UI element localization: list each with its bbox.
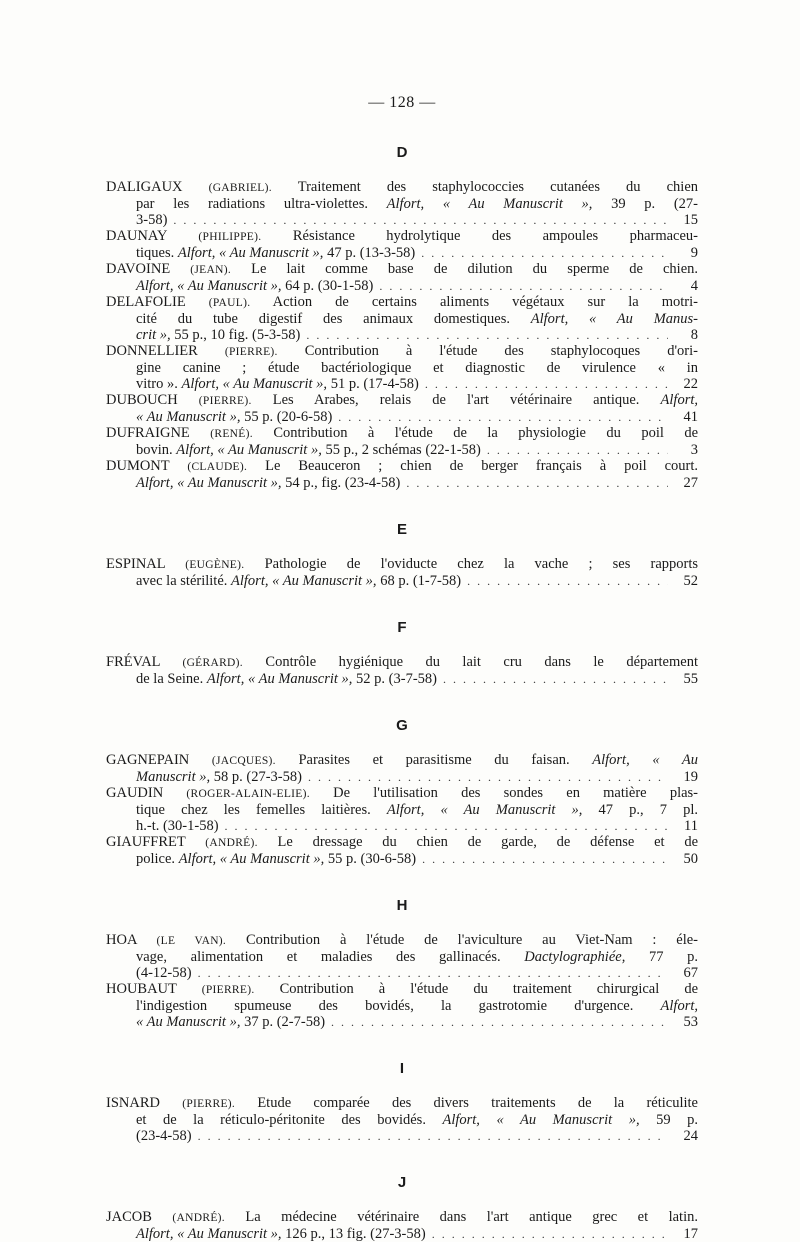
entry-line (106, 360, 698, 376)
list-item (106, 343, 698, 392)
list-item (106, 179, 698, 228)
entry-line (106, 392, 698, 409)
entry-text: HOUBAUT (PIERRE). Contribution à l'étude du traitement chirurgical de (106, 981, 699, 997)
author-given-name: (PIERRE). (201, 984, 255, 996)
entry-line (106, 475, 698, 491)
author-surname: ESPINAL (106, 556, 186, 572)
author-surname: DAVOINE (106, 261, 191, 277)
dot-leader (406, 475, 668, 491)
entry-text: avec la stérilité. Alfort, « Au Manuscrit », 68 p. (1-7-58) (136, 573, 462, 589)
list-item (106, 261, 698, 294)
author-surname: DELAFOLIE (106, 294, 209, 310)
list-item (106, 654, 698, 687)
entry-line (106, 327, 698, 343)
entry-line (106, 949, 698, 965)
entry-text: ISNARD (PIERRE). Etude comparée des divers traitements de la réticulite (106, 1095, 698, 1111)
entry-line (106, 343, 698, 360)
entry-text: « Au Manuscrit », 37 p. (2-7-58) (136, 1014, 326, 1030)
catalog-page (106, 94, 698, 1242)
dot-leader (308, 769, 668, 785)
author-given-name: (JACQUES). (211, 755, 276, 767)
list-item (106, 834, 698, 867)
section-d (106, 144, 698, 491)
dot-leader (467, 573, 668, 589)
author-surname: DAUNAY (106, 228, 199, 244)
entry-line (106, 573, 698, 589)
entry-number: 41 (683, 409, 698, 425)
entry-text: DUBOUCH (PIERRE). Les Arabes, relais de l'art vétérinaire antique. Alfort, (106, 392, 698, 408)
entry-line (106, 228, 698, 245)
entry-text: DUFRAIGNE (RENÉ). Contribution à l'étude de la physiologie du poil de (106, 425, 699, 441)
author-given-name: (GABRIEL). (208, 182, 272, 194)
entry-number: 52 (683, 573, 698, 589)
entry-line (106, 965, 698, 981)
entry-line (106, 818, 698, 834)
entry-text: DAUNAY (PHILIPPE). Résistance hydrolytique des ampoules pharmaceu- (106, 228, 699, 244)
author-surname: HOUBAUT (106, 981, 202, 997)
entry-line (106, 409, 698, 425)
author-surname: GIAUFFRET (106, 834, 206, 850)
author-surname: DALIGAUX (106, 179, 209, 195)
author-surname: GAUDIN (106, 785, 187, 801)
section-g (106, 717, 698, 867)
author-surname: HOA (106, 932, 157, 948)
entry-text: bovin. Alfort, « Au Manuscrit », 55 p., 2 schémas (22-1-58) (136, 442, 481, 458)
list-item (106, 981, 698, 1030)
entry-line (106, 932, 698, 949)
author-surname: FRÉVAL (106, 654, 183, 670)
section-letter: F (397, 619, 407, 636)
list-item (106, 556, 698, 589)
author-surname: DUMONT (106, 458, 188, 474)
entry-line (106, 802, 698, 818)
entry-line (106, 294, 698, 311)
author-given-name: (RENÉ). (210, 428, 253, 440)
dot-leader (487, 442, 668, 458)
author-surname: DONNELLIER (106, 343, 225, 359)
entry-line (106, 851, 698, 867)
entry-line (106, 785, 698, 802)
section-f (106, 619, 698, 687)
entry-line (106, 654, 698, 671)
entry-line (106, 769, 698, 785)
author-given-name: (ANDRÉ). (172, 1212, 225, 1224)
entry-text: JACOB (ANDRÉ). La médecine vétérinaire dans l'art antique grec et latin. (106, 1209, 698, 1225)
entry-text: GIAUFFRET (ANDRÉ). Le dressage du chien de garde, de défense et de (106, 834, 698, 850)
entry-number: 17 (683, 1226, 698, 1242)
entry-text: GAUDIN (ROGER-ALAIN-ELIE). De l'utilisation des sondes en matière plas- (106, 785, 699, 801)
dot-leader (198, 965, 668, 981)
entry-text: de la Seine. Alfort, « Au Manuscrit », 52 p. (3-7-58) (136, 671, 437, 687)
entry-text: tique chez les femelles laitières. Alfort, « Au Manuscrit », 47 p., 7 pl. (136, 802, 699, 818)
entry-line (106, 998, 698, 1014)
entry-text: HOA (LE VAN). Contribution à l'étude de l'aviculture au Viet-Nam : éle- (106, 932, 698, 948)
entry-number: 4 (690, 278, 698, 294)
entry-line (106, 261, 698, 278)
list-item (106, 932, 698, 981)
author-given-name: (PIERRE). (224, 346, 278, 358)
list-item (106, 425, 698, 458)
section-i (106, 1060, 698, 1144)
dot-leader (425, 376, 668, 392)
dot-leader (331, 1014, 668, 1030)
entry-text: police. Alfort, « Au Manuscrit », 55 p. (30-6-58) (136, 851, 417, 867)
entry-number: 8 (690, 327, 698, 343)
entry-text: « Au Manuscrit », 55 p. (20-6-58) (136, 409, 333, 425)
section-letter: G (396, 717, 408, 734)
entry-text: DAVOINE (JEAN). Le lait comme base de dilution du sperme de chien. (106, 261, 699, 277)
author-given-name: (PIERRE). (182, 1098, 236, 1110)
author-given-name: (JEAN). (190, 264, 232, 276)
entry-text: Alfort, « Au Manuscrit », 126 p., 13 fig. (27-3-58) (136, 1226, 426, 1242)
entry-number: 24 (683, 1128, 698, 1144)
entry-text: Alfort, « Au Manuscrit », 64 p. (30-1-58) (136, 278, 374, 294)
entry-line (106, 179, 698, 196)
list-item (106, 228, 698, 261)
list-item (106, 458, 698, 491)
entry-number: 15 (683, 212, 698, 228)
list-item (106, 294, 698, 343)
entry-line (106, 212, 698, 228)
entry-number: 3 (690, 442, 698, 458)
section-letter: H (396, 897, 408, 914)
entry-number: 19 (683, 769, 698, 785)
sections (106, 144, 698, 1242)
entry-text: (4-12-58) (136, 965, 192, 981)
entry-number: 50 (683, 851, 698, 867)
entry-line (106, 425, 698, 442)
entry-line (106, 981, 698, 998)
entry-line (106, 458, 698, 475)
entry-number: 22 (683, 376, 698, 392)
entry-text: vitro ». Alfort, « Au Manuscrit », 51 p. (17-4-58) (136, 376, 419, 392)
list-item (106, 785, 698, 834)
author-given-name: (PHILIPPE). (198, 231, 262, 243)
author-surname: DUBOUCH (106, 392, 199, 408)
list-item (106, 1209, 698, 1242)
entry-line (106, 1128, 698, 1144)
entry-line (106, 376, 698, 392)
author-surname: GAGNEPAIN (106, 752, 212, 768)
dot-leader (338, 409, 668, 425)
entry-line (106, 752, 698, 769)
dot-leader (225, 818, 668, 834)
author-given-name: (PIERRE). (198, 395, 252, 407)
entry-number: 9 (690, 245, 698, 261)
entry-text: DELAFOLIE (PAUL). Action de certains aliments végétaux sur la motri- (106, 294, 698, 310)
section-e (106, 521, 698, 589)
dot-leader (421, 245, 668, 261)
entry-text: DUMONT (CLAUDE). Le Beauceron ; chien de berger français à poil court. (106, 458, 699, 474)
entry-number: 11 (684, 818, 698, 834)
entry-line (106, 311, 698, 327)
entry-text: Manuscrit », 58 p. (27-3-58) (136, 769, 302, 785)
entry-text: h.-t. (30-1-58) (136, 818, 219, 834)
list-item (106, 1095, 698, 1144)
entry-text: gine canine ; étude bactériologique et diagnostic de virulence « in (136, 360, 698, 376)
author-given-name: (GÉRARD). (182, 657, 243, 669)
section-letter: J (397, 1174, 407, 1191)
entry-text: ESPINAL (EUGÈNE). Pathologie de l'oviducte chez la vache ; ses rapports (106, 556, 699, 572)
entry-text: vage, alimentation et maladies des gallinacés. Dactylographiée, 77 p. (136, 949, 699, 965)
dot-leader (432, 1226, 668, 1242)
entry-line (106, 1226, 698, 1242)
entry-line (106, 196, 698, 212)
author-given-name: (ROGER-ALAIN-ELIE). (186, 788, 310, 800)
entry-line (106, 671, 698, 687)
entry-line (106, 1095, 698, 1112)
entry-text: DALIGAUX (GABRIEL). Traitement des staphylococcies cutanées du chien (106, 179, 698, 195)
entry-line (106, 834, 698, 851)
section-letter: E (396, 521, 407, 538)
entry-line (106, 556, 698, 573)
author-surname: ISNARD (106, 1095, 183, 1111)
author-given-name: (EUGÈNE). (185, 559, 245, 571)
author-given-name: (PAUL). (208, 297, 251, 309)
dot-leader (443, 671, 668, 687)
dot-leader (379, 278, 668, 294)
entry-text: par les radiations ultra-violettes. Alfort, « Au Manuscrit », 39 p. (27- (136, 196, 698, 212)
entry-line (106, 278, 698, 294)
entry-text: DONNELLIER (PIERRE). Contribution à l'étude des staphylocoques d'ori- (106, 343, 698, 359)
author-given-name: (ANDRÉ). (205, 837, 258, 849)
author-surname: DUFRAIGNE (106, 425, 211, 441)
entry-line (106, 442, 698, 458)
entry-line (106, 1209, 698, 1226)
author-given-name: (LE VAN). (156, 935, 227, 947)
entry-text: Alfort, « Au Manuscrit », 54 p., fig. (23-4-58) (136, 475, 401, 491)
entry-text: cité du tube digestif des animaux domestiques. Alfort, « Au Manus- (136, 311, 698, 327)
entry-text: GAGNEPAIN (JACQUES). Parasites et parasitisme du faisan. Alfort, « Au (106, 752, 699, 768)
section-letter: D (396, 144, 408, 161)
section-j (106, 1174, 698, 1242)
entry-text: (23-4-58) (136, 1128, 192, 1144)
list-item (106, 752, 698, 785)
entry-line (106, 1014, 698, 1030)
section-letter: I (399, 1060, 405, 1077)
entry-line (106, 1112, 698, 1128)
entry-text: crit », 55 p., 10 fig. (5-3-58) (136, 327, 301, 343)
page-number: — 128 — (368, 94, 436, 111)
entry-text: FRÉVAL (GÉRARD). Contrôle hygiénique du lait cru dans le département (106, 654, 698, 670)
entry-number: 67 (683, 965, 698, 981)
dot-leader (173, 212, 668, 228)
entry-number: 53 (683, 1014, 698, 1030)
entry-text: l'indigestion spumeuse des bovidés, la gastrotomie d'urgence. Alfort, (136, 998, 698, 1014)
section-h (106, 897, 698, 1030)
entry-text: tiques. Alfort, « Au Manuscrit », 47 p. (13-3-58) (136, 245, 416, 261)
author-surname: JACOB (106, 1209, 173, 1225)
entry-text: 3-58) (136, 212, 168, 228)
author-given-name: (CLAUDE). (187, 461, 248, 473)
list-item (106, 392, 698, 425)
dot-leader (198, 1128, 668, 1144)
entry-number: 27 (683, 475, 698, 491)
dot-leader (306, 327, 668, 343)
entry-text: et de la réticulo-péritonite des bovidés. Alfort, « Au Manuscrit », 59 p. (136, 1112, 699, 1128)
entry-number: 55 (683, 671, 698, 687)
dot-leader (422, 851, 668, 867)
entry-line (106, 245, 698, 261)
